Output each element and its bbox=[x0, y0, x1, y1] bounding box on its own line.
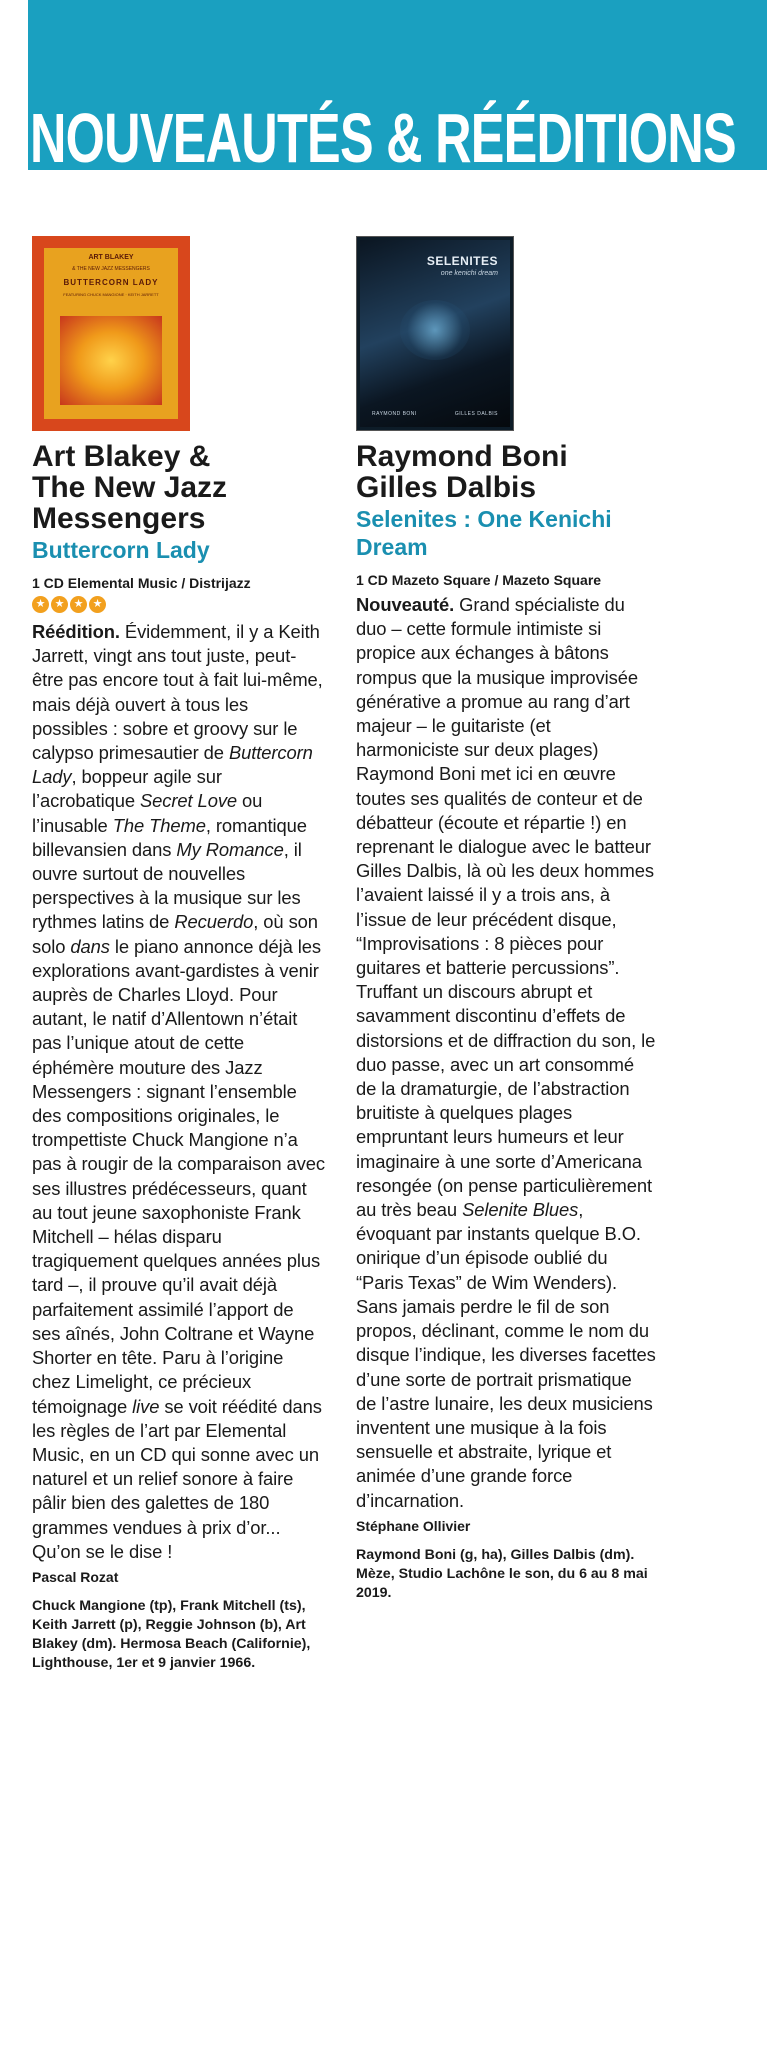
review-body: , boppeur agile sur l’acrobatique bbox=[32, 766, 222, 812]
review-italic: Recuerdo bbox=[174, 911, 254, 933]
review-body: , romantique billevansien dans bbox=[32, 814, 307, 860]
review-body: , où son solo bbox=[32, 911, 318, 957]
review-art-blakey bbox=[32, 236, 326, 1673]
review-body: le piano annonce déjà les explorations avant-gardistes à venir auprès de Charles Lloyd. Pour autant, le natif d’Allentown n’était pas l’unique atout de cette éphémère mouture des Jazz Messengers : signant l’ensemble des compositions originales, le trompettiste Chuck Mangione n’a pas à rougir de la comparaison avec ses illustres prédécesseurs, quant au tout jeune saxophoniste Frank Mitchell – hélas disparu tragiquement quelques années plus tard –, il prouve qu’il avait déjà parfaitement assimilé l’apport de ses aînés, John Coltrane et Wayne Shorter en tête. Paru à l’origine chez Limelight, ce précieux témoignage bbox=[32, 935, 325, 1417]
artist-line: The New Jazz bbox=[32, 471, 228, 504]
review-italic: live bbox=[132, 1395, 160, 1417]
review-italic: Selenite Blues bbox=[462, 1199, 579, 1221]
cover-text: FEATURING CHUCK MANGIONE · KEITH JARRETT bbox=[63, 292, 159, 297]
review-author: Pascal Rozat bbox=[32, 1568, 119, 1585]
page-title: NOUVEAUTÉS & RÉÉDITIONS bbox=[30, 99, 736, 177]
personnel: Raymond Boni (g, ha), Gilles Dalbis (dm). Mèze, Studio Lachône le son, du 6 au 8 mai 2019. bbox=[356, 1546, 648, 1601]
review-lead: Nouveauté. bbox=[356, 594, 455, 615]
artist-line: Art Blakey & bbox=[32, 440, 211, 473]
cover-text: ART BLAKEY bbox=[88, 254, 134, 261]
record-label: 1 CD Elemental Music / Distrijazz bbox=[32, 575, 251, 591]
review-italic: dans bbox=[70, 935, 110, 957]
artist-line: Gilles Dalbis bbox=[356, 471, 537, 504]
star-icon: ★ bbox=[32, 596, 49, 613]
review-text bbox=[32, 620, 326, 1564]
artist-line: Raymond Boni bbox=[356, 440, 568, 473]
artist-name bbox=[32, 441, 326, 534]
review-body: ou l’inusable bbox=[32, 790, 263, 836]
record-label: 1 CD Mazeto Square / Mazeto Square bbox=[356, 572, 602, 588]
artist-name bbox=[356, 441, 656, 503]
cover-text: & THE NEW JAZZ MESSENGERS bbox=[72, 266, 150, 272]
review-body: Grand spécialiste du duo – cette formule intimiste si propice aux échanges à bâtons rompus que la musique improvisée générative a promue au rang d’art majeur – le guitariste (et harmoniciste sur deux plages) Raymond Boni met ici en œuvre toutes ses qualités de conteur et de débatteur (écoute et répartie !) en reprenant le dialogue avec le batteur Gilles Dalbis, là où les deux hommes l’avaient laissé il y a trois ans, à l’issue de leur précédent disque, “Improvisations : 8 pièces pour guitares et batterie percussions”. Truffant un discours abrupt et savamment discontinu d’effets de distorsions et de diffraction du son, le duo passe, avec un art consommé de la dramaturgie, de l’abstraction bruitiste à quelques plages empruntant leurs humeurs et leur imaginaire à une sorte d’Americana resongée (on pense particulièrement au très beau bbox=[356, 594, 656, 1221]
cover-text: GILLES DALBIS bbox=[454, 411, 498, 417]
artist-line: Messengers bbox=[32, 502, 206, 535]
star-icon: ★ bbox=[89, 596, 106, 613]
review-italic: My Romance bbox=[176, 838, 284, 860]
cover-text: SELENITES bbox=[426, 254, 498, 268]
cover-art bbox=[360, 240, 510, 427]
review-italic: Secret Love bbox=[140, 790, 238, 812]
review-italic: Buttercorn Lady bbox=[32, 742, 313, 788]
personnel: Chuck Mangione (tp), Frank Mitchell (ts), Keith Jarrett (p), Reggie Johnson (b), Art Blakey (dm). Hermosa Beach (Californie), Lighthouse, 1er et 9 janvier 1966. bbox=[32, 1597, 311, 1671]
cover-text: BUTTERCORN LADY bbox=[63, 278, 159, 287]
album-title: Selenites : One Kenichi Dream bbox=[356, 506, 612, 560]
album-title: Buttercorn Lady bbox=[32, 537, 210, 563]
review-raymond-boni bbox=[356, 236, 656, 1603]
review-body: se voit réédité dans les règles de l’art par Elemental Music, en un CD qui sonne avec un naturel et un relief sonore à faire pâlir bien des galettes de 180 grammes vendues à prix d’or... Qu’on se le dise ! bbox=[32, 1395, 322, 1562]
cover-art bbox=[60, 316, 162, 405]
star-icon: ★ bbox=[51, 596, 68, 613]
review-body: , il ouvre surtout de nouvelles perspectives à la musique sur les rythmes latins de bbox=[32, 838, 302, 933]
review-author: Stéphane Ollivier bbox=[356, 1517, 471, 1534]
album-cover-selenites bbox=[356, 236, 514, 431]
review-lead: Réédition. bbox=[32, 621, 120, 642]
review-italic: The Theme bbox=[112, 814, 206, 836]
star-icon: ★ bbox=[70, 596, 87, 613]
review-body: , évoquant par instants quelque B.O. onirique d’un épisode oublié du “Paris Texas” de Wim Wenders). Sans jamais perdre le fil de son propos, déclinant, comme le nom du disque l’indique, les diverses facettes d’une sorte de portrait prismatique de l’astre lunaire, les deux musiciens inventent une musique à la fois sensuelle et abstraite, lyrique et animée d’une grande force d’incarnation. bbox=[356, 1199, 656, 1511]
review-body: Évidemment, il y a Keith Jarrett, vingt ans tout juste, peut-être pas encore tout à fait lui-même, mais déjà ouvert à tous les possibles : sobre et groovy sur le calypso primesautier de bbox=[32, 621, 323, 764]
cover-text: RAYMOND BONI bbox=[372, 411, 417, 417]
cover-glow bbox=[400, 300, 470, 360]
album-cover-buttercorn-lady bbox=[32, 236, 190, 431]
review-text bbox=[356, 593, 656, 1513]
rating bbox=[32, 596, 326, 616]
cover-text: one kenichi dream bbox=[440, 270, 498, 277]
